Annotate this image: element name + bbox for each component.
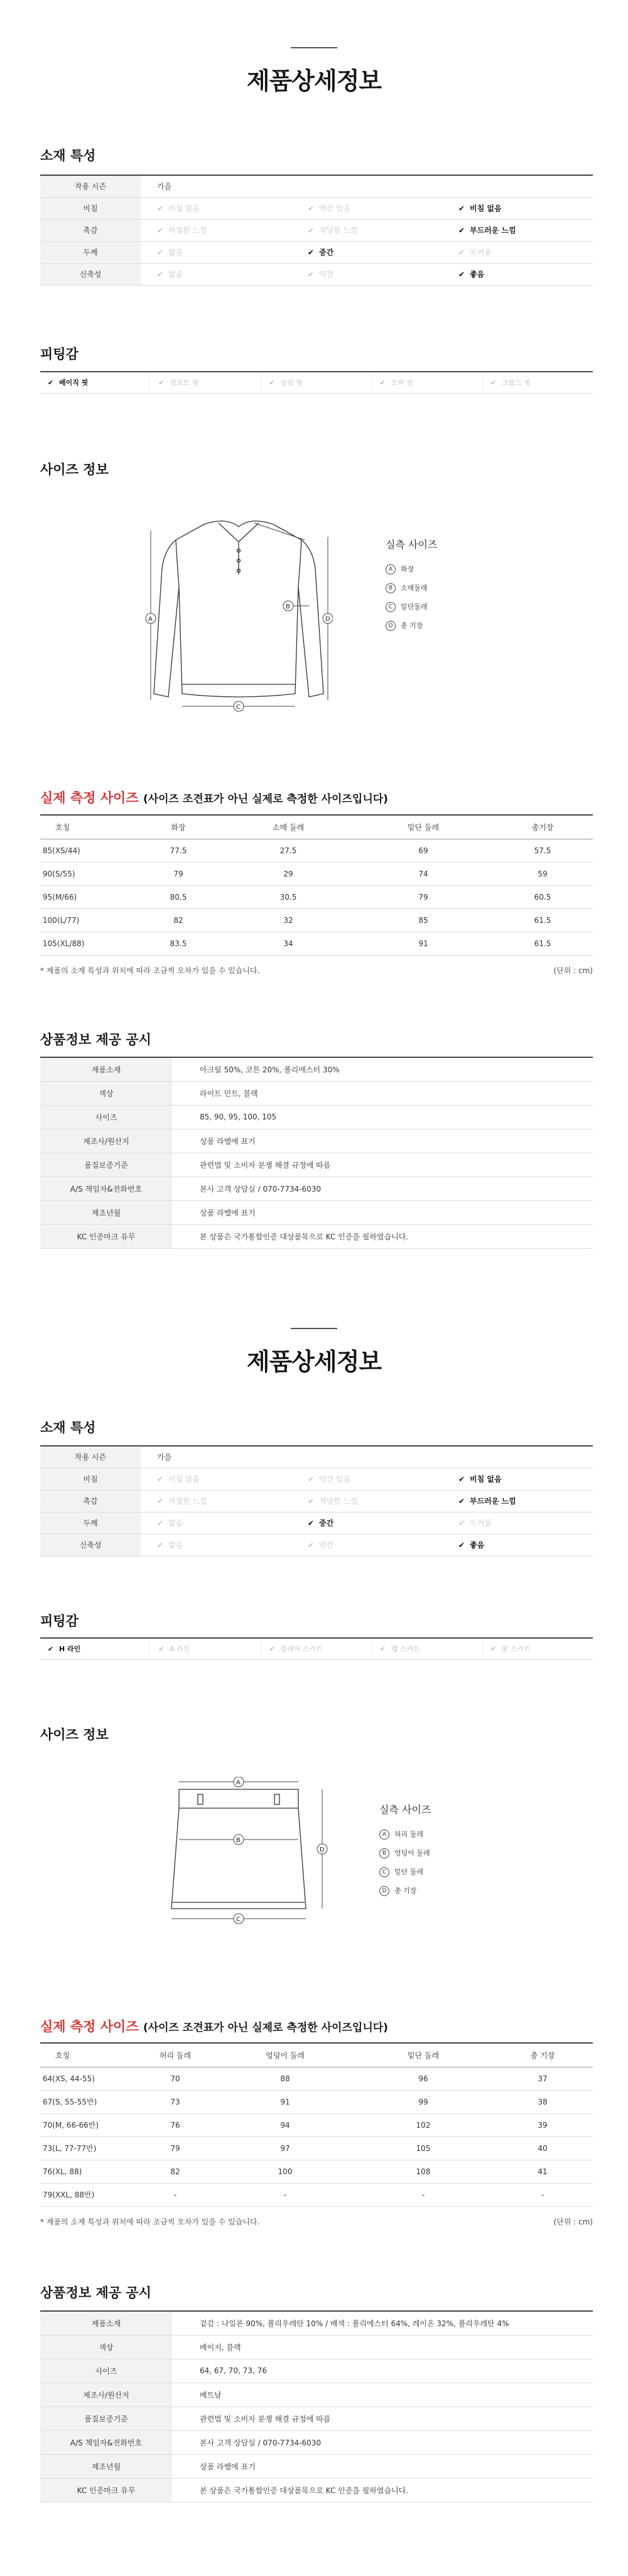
fit-title: 피팅감 (40, 1614, 78, 1629)
info-row: 제조년월 상품 라벨에 표기 (40, 2454, 593, 2478)
material-option: ✔ 비침 많음 (141, 197, 291, 219)
info-row: 제조년월 상품 라벨에 표기 (40, 1200, 593, 1224)
circle-mark-icon: D (379, 1886, 389, 1896)
material-title: 소재 특성 (40, 148, 96, 163)
title-rule (291, 1328, 337, 1329)
material-option: ✔ 적당한 느낌 (291, 1490, 442, 1512)
material-row (40, 263, 593, 285)
table-row: 95(M/66) 80.5 30.5 79 60.5 (40, 885, 593, 908)
material-row (40, 197, 593, 219)
info-row: 품질보증기준 관련법 및 소비자 분쟁 해결 규정에 따름 (40, 2406, 593, 2430)
check-icon: ✔ (269, 379, 275, 387)
material-row (40, 1468, 593, 1490)
check-icon: ✔ (158, 1645, 165, 1653)
info-row: 제품소재 겉감 : 나일론 90%, 폴리우레탄 10% / 배색 : 폴리에스터 64%, 레이온 32%, 폴리우레탄 4% (40, 2311, 593, 2335)
material-option: ✔ 약간 있음 (291, 197, 442, 219)
legend-item: D 총 기장 (379, 1882, 431, 1900)
legend-title: 실측 사이즈 (386, 539, 438, 551)
season-row (40, 175, 593, 197)
material-title: 소재 특성 (40, 1420, 96, 1435)
unit-label: (단위 : cm) (553, 966, 593, 975)
material-option-selected: ✔ 좋음 (442, 1534, 593, 1556)
info-table (40, 2310, 593, 2503)
material-option-selected: ✔ 비침 없음 (442, 1468, 593, 1490)
diagram-mark-a: A (236, 1779, 241, 1786)
fit-row (40, 371, 593, 394)
check-icon: ✔ (308, 1475, 315, 1484)
table-row: 105(XL/88) 83.5 34 91 61.5 (40, 932, 593, 955)
size-header-row: 호칭 화장 소매 둘레 밑단 둘레 총기장 (40, 815, 593, 839)
check-icon: ✔ (490, 379, 497, 387)
material-row (40, 1490, 593, 1512)
fit-item: ✔ 롱 스커트 (483, 1639, 593, 1659)
material-option: ✔ 없음 (141, 1534, 291, 1556)
table-row: 90(S/55) 79 29 74 59 (40, 862, 593, 885)
check-icon: ✔ (458, 270, 465, 279)
material-option-selected: ✔ 부드러운 느낌 (442, 219, 593, 241)
check-icon: ✔ (157, 204, 164, 213)
measure-title: 실제 측정 사이즈 (사이즈 조견표가 아닌 실제로 측정한 사이즈입니다) (40, 2019, 388, 2034)
check-icon: ✔ (157, 270, 164, 279)
unit-label: (단위 : cm) (553, 2218, 593, 2226)
diagram-mark-c: C (236, 704, 241, 711)
check-icon: ✔ (48, 1645, 54, 1653)
material-label: 촉감 (40, 219, 141, 241)
material-option: ✔ 비침 많음 (141, 1468, 291, 1490)
fit-item: ✔ 오버 핏 (372, 372, 483, 393)
page-title: 제품상세정보 (246, 1348, 382, 1376)
check-icon: ✔ (157, 1519, 164, 1528)
info-row: A/S 책임자&전화번호 본사 고객 상담실 / 070-7734-6030 (40, 2430, 593, 2454)
info-row: 색상 라이트 민트, 블랙 (40, 1081, 593, 1105)
legend-item: D 총 기장 (386, 617, 437, 635)
legend-item: C 밑단 둘레 (379, 1863, 431, 1882)
material-option: ✔ 약간 (291, 263, 442, 285)
material-row (40, 1534, 593, 1556)
material-option: ✔ 약간 (291, 1534, 442, 1556)
season-label: 착용 시즌 (40, 175, 141, 197)
fit-item: ✔ 플레어 스커트 (261, 1639, 372, 1659)
check-icon: ✔ (308, 1519, 315, 1528)
circle-mark-icon: D (386, 621, 396, 631)
check-icon: ✔ (458, 1519, 465, 1528)
fit-row (40, 1637, 593, 1660)
material-option-selected: ✔ 비침 없음 (442, 197, 593, 219)
size-table (40, 2042, 593, 2207)
table-row: 76(XL, 88) 82 100 108 41 (40, 2160, 593, 2183)
check-icon: ✔ (157, 1541, 164, 1549)
check-icon: ✔ (490, 1645, 497, 1653)
diagram-mark-a: A (148, 616, 153, 623)
size-header-row: 호칭 허리 둘레 엉덩이 둘레 밑단 둘레 총 기장 (40, 2043, 593, 2067)
table-row: 79(XXL, 88반) - - - - (40, 2183, 593, 2206)
polo-shirt-diagram (144, 512, 333, 725)
info-row: 품질보증기준 관련법 및 소비자 분쟁 해결 규정에 따름 (40, 1153, 593, 1177)
diagram-mark-b: B (236, 1837, 241, 1844)
size-legend (386, 537, 437, 635)
circle-mark-icon: C (386, 602, 396, 612)
circle-mark-icon: A (379, 1830, 389, 1840)
fit-item-selected: ✔ H 라인 (40, 1639, 151, 1659)
title-rule (291, 47, 337, 48)
measure-note: (사이즈 조견표가 아닌 실제로 측정한 사이즈입니다) (143, 2022, 388, 2034)
diagram-mark-d: D (320, 1846, 325, 1853)
material-label: 두께 (40, 1512, 141, 1534)
check-icon: ✔ (308, 226, 315, 235)
material-option-selected: ✔ 중간 (291, 1512, 442, 1534)
measure-note: (사이즈 조견표가 아닌 실제로 측정한 사이즈입니다) (143, 793, 388, 806)
season-label: 착용 시즌 (40, 1446, 141, 1468)
material-table (40, 175, 593, 286)
check-icon: ✔ (458, 204, 465, 213)
check-icon: ✔ (308, 270, 315, 279)
check-icon: ✔ (458, 1475, 465, 1484)
material-option: ✔ 두꺼움 (442, 241, 593, 263)
info-row: 제조사/원산지 상품 라벨에 표기 (40, 1129, 593, 1153)
info-table (40, 1057, 593, 1249)
table-row: 67(S, 55-55반) 73 91 99 38 (40, 2090, 593, 2113)
material-option: ✔ 얇음 (141, 241, 291, 263)
material-option: ✔ 까칠한 느낌 (141, 1490, 291, 1512)
info-row: 사이즈 64, 67, 70, 73, 76 (40, 2359, 593, 2383)
fit-item: ✔ 크롭드 핏 (483, 372, 593, 393)
check-icon: ✔ (458, 248, 465, 257)
size-table (40, 814, 593, 956)
legend-item: C 밑단둘레 (386, 598, 437, 617)
check-icon: ✔ (48, 379, 54, 387)
info-row: KC 인증마크 유무 본 상품은 국가통합인증 대상품목으로 KC 인증을 필하였습니다. (40, 1224, 593, 1248)
info-title: 상품정보 제공 공시 (40, 2285, 151, 2300)
fit-item: ✔ 컴포트 핏 (151, 372, 261, 393)
size-info-title: 사이즈 정보 (40, 462, 109, 477)
table-row: 64(XS, 44-55) 70 88 96 37 (40, 2067, 593, 2090)
info-title: 상품정보 제공 공시 (40, 1032, 151, 1047)
material-label: 촉감 (40, 1490, 141, 1512)
circle-mark-icon: B (379, 1848, 389, 1858)
fit-item-selected: ✔ 베이직 핏 (40, 372, 151, 393)
skirt-diagram (154, 1777, 342, 1934)
material-label: 두께 (40, 241, 141, 263)
info-row: 제품소재 아크릴 50%, 코튼 20%, 폴리에스터 30% (40, 1057, 593, 1081)
material-option-selected: ✔ 중간 (291, 241, 442, 263)
table-row: 85(XS/44) 77.5 27.5 69 57.5 (40, 839, 593, 862)
check-icon: ✔ (379, 1645, 386, 1653)
info-row: 제조사/원산지 베트남 (40, 2383, 593, 2406)
info-row: 사이즈 85, 90, 95, 100, 105 (40, 1105, 593, 1129)
check-icon: ✔ (458, 226, 465, 235)
fit-item: ✔ 슬림 핏 (261, 372, 372, 393)
material-option: ✔ 약간 있음 (291, 1468, 442, 1490)
table-row: 70(M, 66-66반) 76 94 102 39 (40, 2113, 593, 2137)
check-icon: ✔ (379, 379, 386, 387)
check-icon: ✔ (158, 379, 165, 387)
legend-item: B 엉덩이 둘레 (379, 1844, 431, 1863)
info-row: 색상 베이지, 블랙 (40, 2335, 593, 2359)
check-icon: ✔ (308, 1497, 315, 1506)
info-row: A/S 책임자&전화번호 본사 고객 상담실 / 070-7734-6030 (40, 1177, 593, 1200)
check-icon: ✔ (157, 1497, 164, 1506)
check-icon: ✔ (269, 1645, 275, 1653)
check-icon: ✔ (157, 1475, 164, 1484)
page-title: 제품상세정보 (246, 67, 382, 95)
circle-mark-icon: A (386, 564, 396, 574)
season-value: 가을 (141, 175, 593, 197)
check-icon: ✔ (458, 1541, 465, 1549)
size-legend (379, 1802, 431, 1900)
circle-mark-icon: C (379, 1867, 389, 1877)
fit-title: 피팅감 (40, 347, 78, 362)
measure-title: 실제 측정 사이즈 (사이즈 조견표가 아닌 실제로 측정한 사이즈입니다) (40, 790, 388, 806)
check-icon: ✔ (157, 248, 164, 257)
table-row: 100(L/77) 82 32 85 61.5 (40, 908, 593, 932)
material-label: 비침 (40, 197, 141, 219)
legend-item: B 소매둘레 (386, 579, 437, 598)
check-icon: ✔ (308, 248, 315, 257)
material-option: ✔ 까칠한 느낌 (141, 219, 291, 241)
legend-item: A 화장 (386, 560, 437, 579)
size-footnote: * 제품의 소재 특성과 위치에 따라 조금씩 오차가 있을 수 있습니다. (단위 : cm) (40, 966, 593, 975)
size-info-title: 사이즈 정보 (40, 1727, 109, 1742)
material-label: 비침 (40, 1468, 141, 1490)
material-option: ✔ 두꺼움 (442, 1512, 593, 1534)
table-row: 73(L, 77-77반) 79 97 105 40 (40, 2137, 593, 2160)
material-option: ✔ 적당한 느낌 (291, 219, 442, 241)
info-row: KC 인증마크 유무 본 상품은 국가통합인증 대상품목으로 KC 인증을 필하였습니다. (40, 2478, 593, 2502)
check-icon: ✔ (308, 1541, 315, 1549)
check-icon: ✔ (308, 204, 315, 213)
material-option-selected: ✔ 좋음 (442, 263, 593, 285)
diagram-mark-c: C (236, 1916, 241, 1923)
season-value: 가을 (141, 1446, 593, 1468)
material-row (40, 241, 593, 263)
diagram-mark-b: B (286, 603, 290, 610)
size-footnote: * 제품의 소재 특성과 위치에 따라 조금씩 오차가 있을 수 있습니다. (단위 : cm) (40, 2218, 593, 2226)
legend-title: 실측 사이즈 (379, 1804, 431, 1816)
material-table (40, 1445, 593, 1556)
fit-item: ✔ A 라인 (151, 1639, 261, 1659)
material-option: ✔ 없음 (141, 263, 291, 285)
circle-mark-icon: B (386, 583, 396, 593)
diagram-mark-d: D (325, 616, 330, 623)
material-label: 신축성 (40, 1534, 141, 1556)
check-icon: ✔ (157, 226, 164, 235)
material-label: 신축성 (40, 263, 141, 285)
check-icon: ✔ (458, 1497, 465, 1506)
fit-item: ✔ 랩 스커트 (372, 1639, 483, 1659)
material-option: ✔ 얇음 (141, 1512, 291, 1534)
material-row (40, 219, 593, 241)
season-row (40, 1446, 593, 1468)
legend-item: A 허리 둘레 (379, 1825, 431, 1844)
material-row (40, 1512, 593, 1534)
material-option-selected: ✔ 부드러운 느낌 (442, 1490, 593, 1512)
